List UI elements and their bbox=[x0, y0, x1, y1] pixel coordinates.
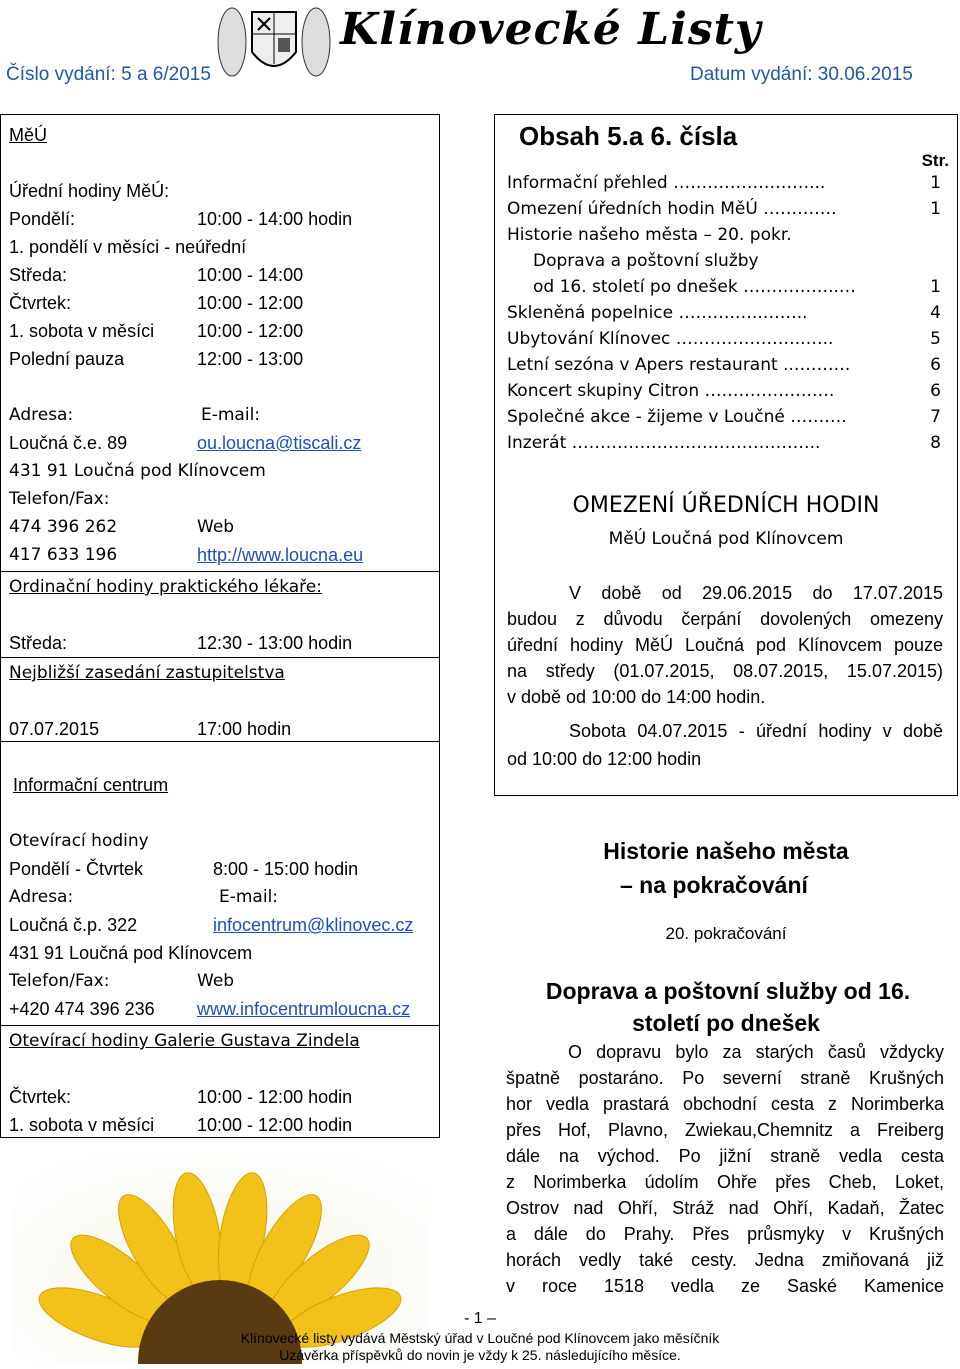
history-paragraph-line: Ostrov nad Ohří, Stráž nad Ohří, Kadaň, Žatec bbox=[506, 1198, 944, 1218]
toc-item[interactable]: Inzerát …………………………………….. 8 bbox=[507, 433, 941, 453]
hours-day: Čtvrtek: bbox=[9, 293, 72, 313]
hours-day: 1. pondělí v měsíci - neúřední bbox=[9, 237, 247, 257]
hours-day: Pondělí: bbox=[9, 209, 76, 229]
doctor-day: Středa: bbox=[9, 633, 68, 653]
gallery-time: 10:00 - 12:00 hodin bbox=[197, 1087, 353, 1107]
phone1: 474 396 262 bbox=[9, 517, 118, 537]
ic-phone: +420 474 396 236 bbox=[9, 999, 155, 1019]
toc-item[interactable]: Ubytování Klínovec …………………..….. 5 bbox=[507, 329, 941, 349]
hours-time: 12:00 - 13:00 bbox=[197, 349, 304, 369]
hours-time: 10:00 - 12:00 bbox=[197, 293, 304, 313]
council-date: 07.07.2015 bbox=[9, 719, 100, 739]
gallery-time: 10:00 - 12:00 hodin bbox=[197, 1115, 353, 1135]
toc-item[interactable]: Informační přehled ……………………... 1 bbox=[507, 173, 941, 193]
toc-item[interactable]: Doprava a poštovní služby bbox=[533, 251, 759, 271]
info-centre-title: Informační centrum bbox=[13, 775, 169, 795]
phone2: 417 633 196 bbox=[9, 545, 118, 565]
ic-address-label: Adresa: bbox=[9, 887, 74, 907]
notice-text: v době od 10:00 do 14:00 hodin. bbox=[507, 687, 766, 707]
notice-subtitle: MěÚ Loučná pod Klínovcem bbox=[608, 529, 844, 549]
issue-number: Číslo vydání: 5 a 6/2015 bbox=[6, 64, 211, 85]
history-title-cont: – na pokračování bbox=[620, 872, 808, 898]
history-paragraph-line: špatně postaráno. Po severní straně Krušných bbox=[506, 1068, 944, 1088]
ic-email-label: E-mail: bbox=[219, 887, 279, 907]
toc-item[interactable]: od 16. století po dnešek ……………..… 1 bbox=[533, 277, 941, 297]
doctor-time: 12:30 - 13:00 hodin bbox=[197, 633, 353, 653]
council-title: Nejbližší zasedání zastupitelstva bbox=[9, 663, 285, 683]
history-title: Historie našeho města bbox=[603, 838, 849, 864]
notice-title: OMEZENÍ ÚŘEDNÍCH HODIN bbox=[572, 493, 880, 518]
town-crest-logo bbox=[212, 2, 336, 84]
footer-line1: Klínovecké listy vydává Městský úřad v Loučné pod Klínovcem jako měsíčník bbox=[240, 1330, 720, 1346]
notice-text: V době od 29.06.2015 do 17.07.2015 bbox=[569, 583, 943, 603]
ic-email-link[interactable]: infocentrum@klinovec.cz bbox=[213, 915, 414, 935]
toc-title: Obsah 5.a 6. čísla bbox=[519, 121, 738, 151]
divider bbox=[1, 571, 439, 572]
history-paragraph-line: z Norimberka údolím Ohře přes Cheb, Loket, bbox=[506, 1172, 944, 1192]
ic-phone-label: Telefon/Fax: bbox=[9, 971, 110, 991]
hours-day: 1. sobota v měsíci bbox=[9, 321, 155, 341]
open-hours-title: Otevírací hodiny bbox=[9, 831, 149, 851]
history-paragraph-line: přes Hof, Plavno, Zwiekau,Chemnitz a Freiberg bbox=[506, 1120, 944, 1140]
history-subtitle: Doprava a poštovní služby od 16. bbox=[545, 978, 911, 1004]
history-paragraph-line: O dopravu bylo za starých časů vždycky bbox=[568, 1042, 944, 1062]
masthead-title: Klínovecké Listy bbox=[340, 4, 762, 55]
ic-web-link[interactable]: www.infocentrumloucna.cz bbox=[197, 999, 411, 1019]
notice-text: budou z důvodu čerpání dovolených omezeny bbox=[507, 609, 943, 629]
doctor-title: Ordinační hodiny praktického lékaře: bbox=[9, 577, 322, 597]
toc-item[interactable]: Koncert skupiny Citron ……………….…. 6 bbox=[507, 381, 941, 401]
hours-time: 10:00 - 14:00 bbox=[197, 265, 304, 285]
ic-address1: Loučná č.p. 322 bbox=[9, 915, 138, 935]
hours-time: 10:00 - 14:00 hodin bbox=[197, 209, 353, 229]
ic-time: 8:00 - 15:00 hodin bbox=[213, 859, 359, 879]
footer-line2: Uzávěrka příspěvků do novin je vždy k 25. následujícího měsíce. bbox=[279, 1347, 681, 1363]
gallery-day: 1. sobota v měsíci bbox=[9, 1115, 155, 1135]
notice-text: od 10:00 do 12:00 hodin bbox=[507, 749, 702, 769]
ic-web-label: Web bbox=[197, 971, 235, 991]
hours-day: Polední pauza bbox=[9, 349, 125, 369]
web-link[interactable]: http://www.loucna.eu bbox=[197, 545, 364, 565]
history-continuation: 20. pokračování bbox=[665, 924, 787, 943]
divider bbox=[1, 657, 439, 658]
hours-time: 10:00 - 12:00 bbox=[197, 321, 304, 341]
address-label: Adresa: bbox=[9, 405, 74, 425]
toc-item[interactable]: Omezení úředních hodin MěÚ …………. 1 bbox=[507, 199, 941, 219]
history-paragraph-line: horách vedly také cesty. Jedna zmiňovaná již bbox=[506, 1250, 944, 1270]
contents-panel bbox=[494, 114, 958, 796]
toc-item[interactable]: Skleněná popelnice ……….…..…….. 4 bbox=[507, 303, 941, 323]
page-number: - 1 – bbox=[463, 1310, 496, 1327]
office-hours-title: Úřední hodiny MěÚ: bbox=[9, 181, 170, 201]
web-label: Web bbox=[197, 517, 235, 537]
notice-text: úřední hodiny MěÚ Loučná pod Klínovcem pouze bbox=[507, 635, 943, 655]
issue-date: Datum vydání: 30.06.2015 bbox=[690, 64, 913, 85]
email-label: E-mail: bbox=[201, 405, 261, 425]
history-paragraph-line: a dále do Prahy. Přes průsmyky v Krušných bbox=[506, 1224, 944, 1244]
ic-days: Pondělí - Čtvrtek bbox=[9, 859, 144, 879]
notice-text: na středy (01.07.2015, 08.07.2015, 15.07.2015) bbox=[507, 661, 943, 681]
toc-page-header: Str. bbox=[921, 151, 949, 170]
hours-day: Středa: bbox=[9, 265, 68, 285]
phone-label: Telefon/Fax: bbox=[9, 489, 110, 509]
history-subtitle-cont: století po dnešek bbox=[632, 1010, 820, 1036]
history-paragraph-line: v roce 1518 vedla ze Saské Kamenice bbox=[506, 1276, 944, 1296]
email-link[interactable]: ou.loucna@tiscali.cz bbox=[197, 433, 362, 453]
divider bbox=[1, 741, 439, 742]
divider bbox=[1, 1025, 439, 1026]
toc-item[interactable]: Historie našeho města – 20. pokr. bbox=[507, 225, 792, 245]
toc-item[interactable]: Letní sezóna v Apers restaurant ..………. 6 bbox=[507, 355, 941, 375]
address-line1: Loučná č.e. 89 bbox=[9, 433, 128, 453]
gallery-title: Otevírací hodiny Galerie Gustava Zindela bbox=[9, 1031, 360, 1051]
meu-heading: MěÚ bbox=[9, 125, 48, 145]
ic-address2: 431 91 Loučná pod Klínovcem bbox=[9, 943, 253, 963]
council-time: 17:00 hodin bbox=[197, 719, 292, 739]
address-line2: 431 91 Loučná pod Klínovcem bbox=[9, 461, 266, 481]
info-panel bbox=[0, 114, 440, 1138]
history-paragraph-line: hor vedla prastará obchodní cesta z Norimberka bbox=[506, 1094, 944, 1114]
gallery-day: Čtvrtek: bbox=[9, 1087, 72, 1107]
toc-item[interactable]: Společné akce - žijeme v Loučné ………. 7 bbox=[507, 407, 941, 427]
notice-text: Sobota 04.07.2015 - úřední hodiny v době bbox=[569, 721, 943, 741]
history-paragraph-line: dále na východ. Po jižní straně vedla cesta bbox=[506, 1146, 944, 1166]
